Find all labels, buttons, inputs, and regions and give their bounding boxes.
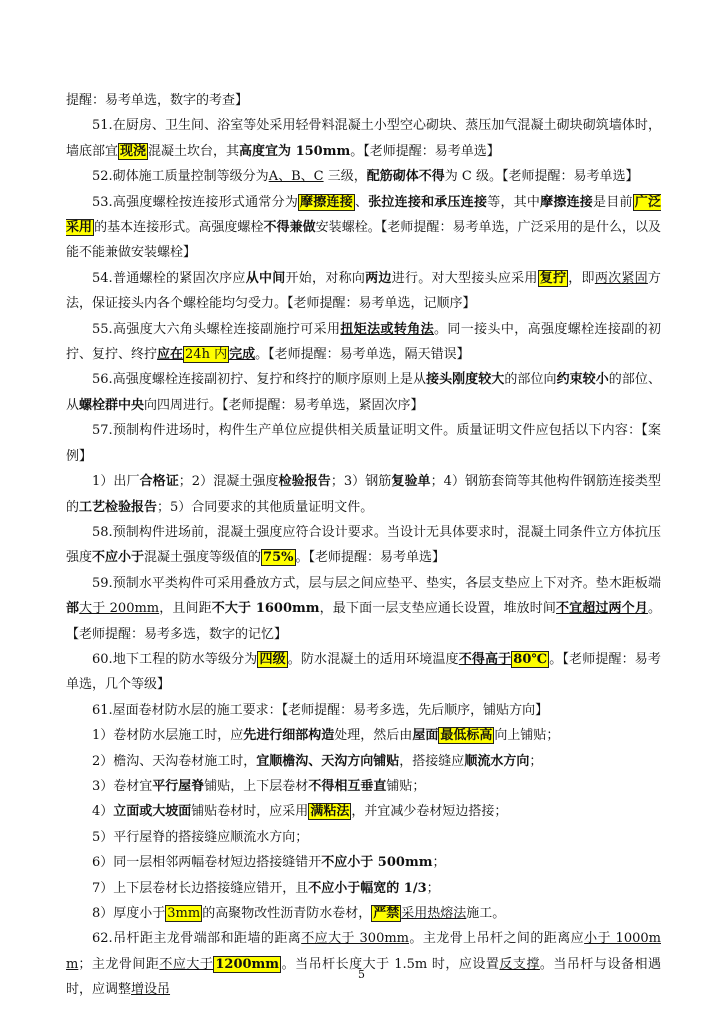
keyword: 螺栓群中央 bbox=[79, 397, 145, 413]
highlight: 严禁 bbox=[373, 906, 400, 921]
paragraph-58 bbox=[66, 520, 661, 571]
text: 。【老师提醒：易考单选】 bbox=[350, 143, 500, 159]
text: 的部位向 bbox=[504, 372, 557, 388]
text: 。【老师提醒：易考多选，数字的记忆】 bbox=[66, 601, 661, 642]
text: 方法，保证接头内各个螺栓能均匀受力。【老师提醒：易考单选，记顺序】 bbox=[66, 270, 661, 312]
text: 安装螺栓。【老师提醒：易考单选，广泛采用的是什么，以及能不能兼做安装螺栓】 bbox=[66, 220, 661, 261]
text: 1）出厂 bbox=[92, 474, 140, 490]
paragraph-52 bbox=[66, 164, 661, 189]
underlined-text: 不应大于 bbox=[159, 956, 214, 972]
text: ，并宜减少卷材短边搭接； bbox=[351, 804, 508, 820]
text: ，且间距 bbox=[159, 601, 212, 617]
paragraph-55 bbox=[66, 317, 661, 368]
keyword: 不应小于 500mm bbox=[321, 855, 433, 871]
text: 54.普通螺栓的紧固次序应 bbox=[92, 270, 246, 286]
underlined-text: 采用热熔法 bbox=[401, 906, 467, 921]
keyword: 从中间 bbox=[245, 270, 286, 286]
text: 4） bbox=[92, 804, 114, 820]
keyword: 检验报告 bbox=[278, 474, 331, 490]
text: 51.在厨房、卫生间、浴室等处采用轻骨料混凝土小型空心砌块、蒸压加气混凝土砌块砌筑墙体时，墙底部宜 bbox=[66, 118, 661, 159]
text: ；5）合同要求的其他质量证明文件。 bbox=[157, 499, 374, 515]
paragraph-57 bbox=[66, 418, 661, 469]
highlight: 满粘法 bbox=[310, 804, 350, 820]
keyword: 摩擦连接 bbox=[540, 194, 594, 210]
underlined-text: 增设吊 bbox=[131, 982, 171, 998]
text: 53.高强度螺栓按连接形式通常分为 bbox=[92, 194, 299, 210]
keyword: 不应小于幅宽的 1/3 bbox=[308, 880, 427, 896]
text: ；4）钢筋套筒等其他构件钢筋连接类型的 bbox=[66, 474, 661, 515]
underlined-text: 不应大于 300mm bbox=[301, 931, 409, 947]
text: 1）卷材防水层施工时，应 bbox=[92, 728, 244, 744]
text: 。同一接头中，高强度螺栓连接副的初拧、复拧、终拧 bbox=[66, 321, 661, 363]
text: 55.高强度大六角头螺栓连接副施拧可采用 bbox=[92, 321, 341, 337]
text: 混凝土坎台，其 bbox=[148, 143, 240, 159]
underlined-text: 反支撑 bbox=[499, 956, 540, 972]
text: ；2）混凝土强度 bbox=[178, 474, 279, 490]
underlined-text: 两次紧固 bbox=[594, 270, 648, 286]
keyword: 不大于 1600mm bbox=[211, 601, 320, 617]
text: 进行。对大型接头应采用 bbox=[391, 270, 538, 286]
page-number: 5 bbox=[358, 968, 365, 981]
text: 59.预制水平类构件可采用叠放方式，层与层之间应垫平、垫实，各层支垫应上下对齐。垫木距板端 bbox=[92, 575, 661, 591]
text: 6）同一层相邻两幅卷材短边搭接缝错开 bbox=[92, 855, 322, 871]
text: 56.高强度螺栓连接副初拧、复拧和终拧的顺序原则上是从 bbox=[92, 372, 427, 388]
text: 3）卷材宜 bbox=[92, 778, 153, 794]
paragraph-61-item-2 bbox=[66, 749, 661, 774]
text: 。当吊杆长度大于 1.5m 时，应设置 bbox=[281, 956, 500, 972]
text: 混凝土强度等级值的 bbox=[144, 550, 262, 566]
text: ；3）钢筋 bbox=[330, 474, 392, 490]
keyword: 合格证 bbox=[139, 474, 179, 490]
keyword: 不得兼做 bbox=[263, 220, 316, 236]
highlight: 现浇 bbox=[120, 143, 147, 159]
text: 5）平行屋脊的搭接缝应顺流水方向； bbox=[92, 829, 309, 845]
keyword: 张拉连接和承压连接 bbox=[368, 194, 488, 210]
highlight: 80℃ bbox=[513, 651, 548, 667]
page-content bbox=[66, 88, 661, 1003]
text: 。当吊杆与设备相遇时，应调整 bbox=[66, 956, 661, 998]
text: 。【老师提醒：易考单选】 bbox=[295, 550, 446, 566]
text: 施工。 bbox=[466, 906, 506, 921]
highlight: 75% bbox=[263, 550, 294, 566]
keyword: 复验单 bbox=[391, 474, 431, 490]
underlined-text: A、B、C bbox=[268, 169, 324, 185]
keyword: 顺流水方向 bbox=[464, 753, 530, 769]
keyword: 接头刚度较大 bbox=[426, 372, 505, 388]
text: 52.砌体施工质量控制等级分为 bbox=[92, 169, 269, 185]
keyword: 约束较小 bbox=[556, 372, 609, 388]
keyword: 平行屋脊 bbox=[152, 778, 205, 794]
paragraph-56 bbox=[66, 367, 661, 418]
highlight: 最低标高 bbox=[440, 728, 493, 744]
paragraph-61 bbox=[66, 698, 661, 723]
text: 。主龙骨上吊杆之间的距离应 bbox=[409, 931, 585, 947]
text: 2）檐沟、天沟卷材施工时， bbox=[92, 753, 257, 769]
text: 、 bbox=[354, 194, 369, 210]
text: 。防水混凝土的适用环境温度 bbox=[287, 651, 459, 667]
text: 。【老师提醒：易考单选，隔天错误】 bbox=[255, 347, 470, 363]
text: 铺贴； bbox=[386, 778, 426, 794]
underlined-keyword: 应在 bbox=[157, 347, 184, 363]
paragraph-57-items bbox=[66, 469, 661, 520]
paragraph-61-item-7 bbox=[66, 876, 661, 901]
keyword: 高度宜为 150mm bbox=[239, 143, 351, 159]
underlined-keyword: 扭矩法或转角法 bbox=[340, 321, 434, 337]
text: 60.地下工程的防水等级分为 bbox=[92, 651, 258, 667]
paragraph-50-tail bbox=[66, 88, 661, 113]
text: 向上铺贴； bbox=[494, 728, 560, 744]
text: 的部位、从 bbox=[66, 372, 661, 413]
text: 等，其中 bbox=[487, 194, 541, 210]
keyword: 两边 bbox=[365, 270, 392, 286]
paragraph-61-item-8 bbox=[66, 901, 661, 926]
paragraph-62 bbox=[66, 926, 661, 1002]
highlight: 24h 内 bbox=[185, 347, 228, 363]
text: 的基本连接形式。高强度螺栓 bbox=[94, 220, 264, 236]
underlined-text: 大于 200mm bbox=[79, 601, 160, 617]
text: 58.预制构件进场前，混凝土强度应符合设计要求。当设计无具体要求时，混凝土同条件立方体抗压强度 bbox=[66, 524, 661, 566]
text: 57.预制构件进场时，构件生产单位应提供相关质量证明文件。质量证明文件应包括以下内容：【案例】 bbox=[66, 423, 661, 464]
text: 铺贴，上下层卷材 bbox=[204, 778, 309, 794]
keyword: 不得相互垂直 bbox=[308, 778, 387, 794]
keyword: 先进行细部构造 bbox=[243, 728, 335, 744]
paragraph-51 bbox=[66, 113, 661, 164]
keyword: 不应小于 bbox=[92, 550, 145, 566]
keyword: 部 bbox=[66, 601, 80, 617]
text: 7）上下层卷材长边搭接缝应错开，且 bbox=[92, 880, 309, 896]
text: 8）厚度小于 bbox=[92, 906, 166, 921]
paragraph-61-item-5 bbox=[66, 825, 661, 850]
text: ，最下面一层支垫应通长设置，堆放时间 bbox=[319, 601, 557, 617]
text: ； bbox=[426, 880, 440, 896]
text: 铺贴卷材时，应采用 bbox=[191, 804, 309, 820]
highlight: 1200mm bbox=[215, 956, 280, 972]
underlined-keyword: 不得高于 bbox=[458, 651, 512, 667]
keyword: 宜顺檐沟、天沟方向铺贴 bbox=[256, 753, 400, 769]
highlight: 复拧 bbox=[539, 270, 567, 286]
text: ，搭接缝应 bbox=[399, 753, 465, 769]
keyword: 配筋砌体不得 bbox=[366, 169, 445, 185]
text: 61.屋面卷材防水层的施工要求：【老师提醒：易考多选，先后顺序，铺贴方向】 bbox=[92, 702, 549, 718]
underlined-text: 小于 1000mm bbox=[66, 931, 661, 972]
text: 。【老师提醒：易考单选，几个等级】 bbox=[66, 651, 661, 693]
underlined-keyword: 完成 bbox=[229, 347, 256, 363]
paragraph-61-item-1 bbox=[66, 723, 661, 748]
text: 开始，对称向 bbox=[285, 270, 366, 286]
text: ，即 bbox=[568, 270, 595, 286]
paragraph-61-item-3 bbox=[66, 774, 661, 799]
text: ；主龙骨间距 bbox=[78, 956, 160, 972]
text: 处理，然后由 bbox=[334, 728, 413, 744]
text: 是目前 bbox=[593, 194, 633, 210]
paragraph-60 bbox=[66, 647, 661, 698]
paragraph-61-item-6 bbox=[66, 850, 661, 875]
paragraph-53 bbox=[66, 190, 661, 266]
text: 向四周进行。【老师提醒：易考单选，紧固次序】 bbox=[144, 397, 424, 413]
underlined-keyword: 不宜超过两个月 bbox=[556, 601, 648, 617]
paragraph-61-item-4 bbox=[66, 799, 661, 824]
text: 三级， bbox=[323, 169, 367, 185]
keyword: 立面或大坡面 bbox=[113, 804, 192, 820]
highlight: 3mm bbox=[167, 906, 201, 921]
text: 62.吊杆距主龙骨端部和距墙的距离 bbox=[92, 931, 302, 947]
keyword: 屋面 bbox=[412, 728, 439, 744]
paragraph-59 bbox=[66, 571, 661, 647]
text: ； bbox=[432, 855, 446, 871]
text: ； bbox=[529, 753, 543, 769]
text: 的高聚物改性沥青防水卷材， bbox=[202, 906, 372, 921]
paragraph-54 bbox=[66, 266, 661, 317]
text: 提醒：易考单选，数字的考查】 bbox=[66, 93, 249, 108]
text: 为 C 级。【老师提醒：易考单选】 bbox=[444, 169, 639, 185]
highlight: 摩擦连接 bbox=[300, 194, 353, 210]
keyword: 工艺检验报告 bbox=[79, 499, 158, 515]
highlight: 广泛采用 bbox=[66, 194, 661, 236]
highlight: 四级 bbox=[259, 651, 286, 667]
